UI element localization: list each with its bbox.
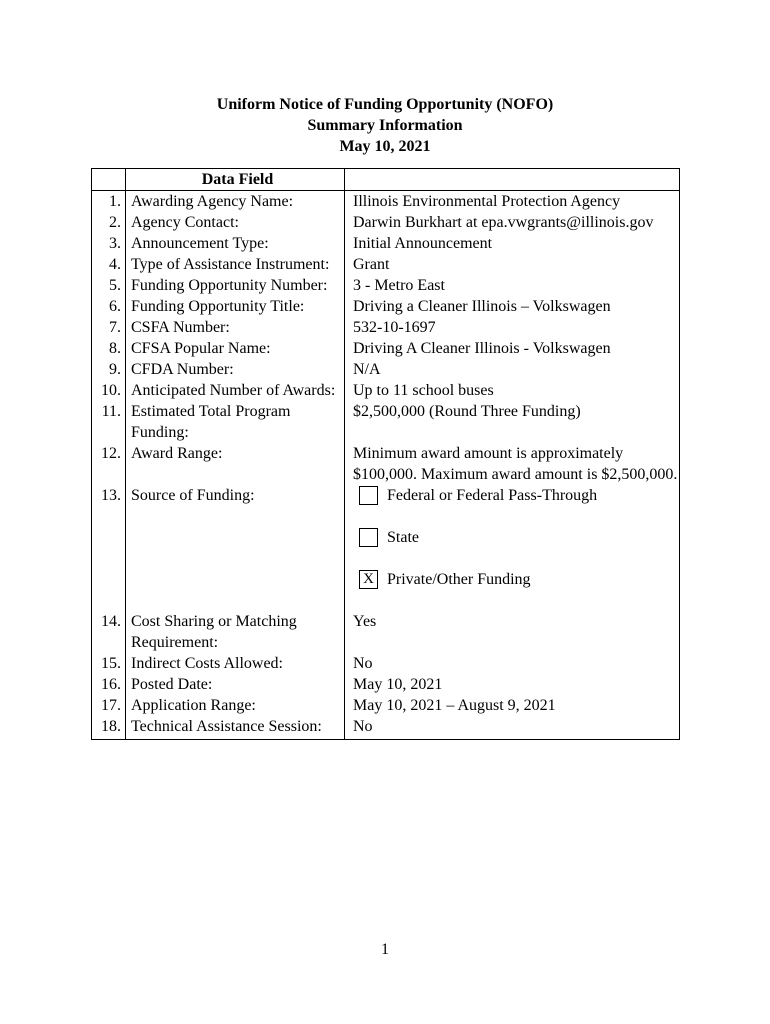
row-field: CSFA Number: xyxy=(126,317,345,338)
table-header-row xyxy=(92,169,680,191)
header-num-cell xyxy=(92,169,126,191)
row-value: 3 - Metro East xyxy=(345,275,680,296)
row-value: Darwin Burkhart at epa.vwgrants@illinois.gov xyxy=(345,212,680,233)
table-row xyxy=(92,611,680,653)
row-value: Minimum award amount is approximately $100,000. Maximum award amount is $2,500,000. xyxy=(345,443,680,485)
private-label: Private/Other Funding xyxy=(387,571,531,588)
table-row xyxy=(92,317,680,338)
row-value: $2,500,000 (Round Three Funding) xyxy=(345,401,680,443)
funding-option-federal xyxy=(353,485,679,506)
row-number: 4. xyxy=(92,254,126,275)
row-number: 15. xyxy=(92,653,126,674)
row-field: Type of Assistance Instrument: xyxy=(126,254,345,275)
state-label: State xyxy=(387,529,419,546)
row-value: Driving A Cleaner Illinois - Volkswagen xyxy=(345,338,680,359)
row-number: 6. xyxy=(92,296,126,317)
table-row xyxy=(92,275,680,296)
row-field: Funding Opportunity Number: xyxy=(126,275,345,296)
row-field: CFSA Popular Name: xyxy=(126,338,345,359)
row-number: 2. xyxy=(92,212,126,233)
row-number: 7. xyxy=(92,317,126,338)
row-value: No xyxy=(345,653,680,674)
row-number: 13. xyxy=(92,485,126,611)
table-row xyxy=(92,254,680,275)
table-row xyxy=(92,695,680,716)
federal-label: Federal or Federal Pass-Through xyxy=(387,487,598,504)
funding-option-state xyxy=(353,527,679,548)
table-row xyxy=(92,191,680,213)
row-field: Award Range: xyxy=(126,443,345,485)
row-value: May 10, 2021 – August 9, 2021 xyxy=(345,695,680,716)
row-field: Estimated Total Program Funding: xyxy=(126,401,345,443)
table-row xyxy=(92,485,680,611)
row-value: Illinois Environmental Protection Agency xyxy=(345,191,680,213)
document-subtitle: Summary Information xyxy=(307,117,463,134)
row-field: Awarding Agency Name: xyxy=(126,191,345,213)
row-field: CFDA Number: xyxy=(126,359,345,380)
row-value: May 10, 2021 xyxy=(345,674,680,695)
row-value: Grant xyxy=(345,254,680,275)
row-value: N/A xyxy=(345,359,680,380)
row-field: Anticipated Number of Awards: xyxy=(126,380,345,401)
table-row xyxy=(92,233,680,254)
table-row xyxy=(92,380,680,401)
row-value: Driving a Cleaner Illinois – Volkswagen xyxy=(345,296,680,317)
row-value: Up to 11 school buses xyxy=(345,380,680,401)
row-field: Source of Funding: xyxy=(126,485,345,611)
row-number: 10. xyxy=(92,380,126,401)
row-field: Cost Sharing or Matching Requirement: xyxy=(126,611,345,653)
row-number: 3. xyxy=(92,233,126,254)
row-number: 9. xyxy=(92,359,126,380)
row-number: 8. xyxy=(92,338,126,359)
row-field: Agency Contact: xyxy=(126,212,345,233)
nofo-summary-table xyxy=(91,168,680,740)
table-row xyxy=(92,716,680,740)
row-value: 532-10-1697 xyxy=(345,317,680,338)
row-number: 5. xyxy=(92,275,126,296)
funding-source-options xyxy=(345,485,680,611)
row-field: Technical Assistance Session: xyxy=(126,716,345,740)
row-number: 14. xyxy=(92,611,126,653)
funding-option-private xyxy=(353,569,679,590)
private-checkbox[interactable]: X xyxy=(359,570,378,589)
table-row xyxy=(92,296,680,317)
row-number: 18. xyxy=(92,716,126,740)
table-row xyxy=(92,653,680,674)
table-row xyxy=(92,359,680,380)
row-number: 17. xyxy=(92,695,126,716)
row-number: 11. xyxy=(92,401,126,443)
table-row xyxy=(92,674,680,695)
table-row xyxy=(92,443,680,485)
row-field: Funding Opportunity Title: xyxy=(126,296,345,317)
page-number: 1 xyxy=(381,941,389,958)
row-field: Application Range: xyxy=(126,695,345,716)
document-header xyxy=(0,94,770,157)
row-field: Posted Date: xyxy=(126,674,345,695)
document-title: Uniform Notice of Funding Opportunity (NOFO) xyxy=(216,96,554,113)
row-number: 1. xyxy=(92,191,126,213)
document-date: May 10, 2021 xyxy=(339,138,431,155)
row-number: 16. xyxy=(92,674,126,695)
federal-checkbox[interactable] xyxy=(359,486,378,505)
header-value-cell xyxy=(345,169,680,191)
table-row xyxy=(92,212,680,233)
row-value: No xyxy=(345,716,680,740)
row-field: Indirect Costs Allowed: xyxy=(126,653,345,674)
header-data-field: Data Field xyxy=(126,169,345,191)
table-row xyxy=(92,338,680,359)
row-field: Announcement Type: xyxy=(126,233,345,254)
row-value: Initial Announcement xyxy=(345,233,680,254)
row-number: 12. xyxy=(92,443,126,485)
state-checkbox[interactable] xyxy=(359,528,378,547)
row-value: Yes xyxy=(345,611,680,653)
table-row xyxy=(92,401,680,443)
